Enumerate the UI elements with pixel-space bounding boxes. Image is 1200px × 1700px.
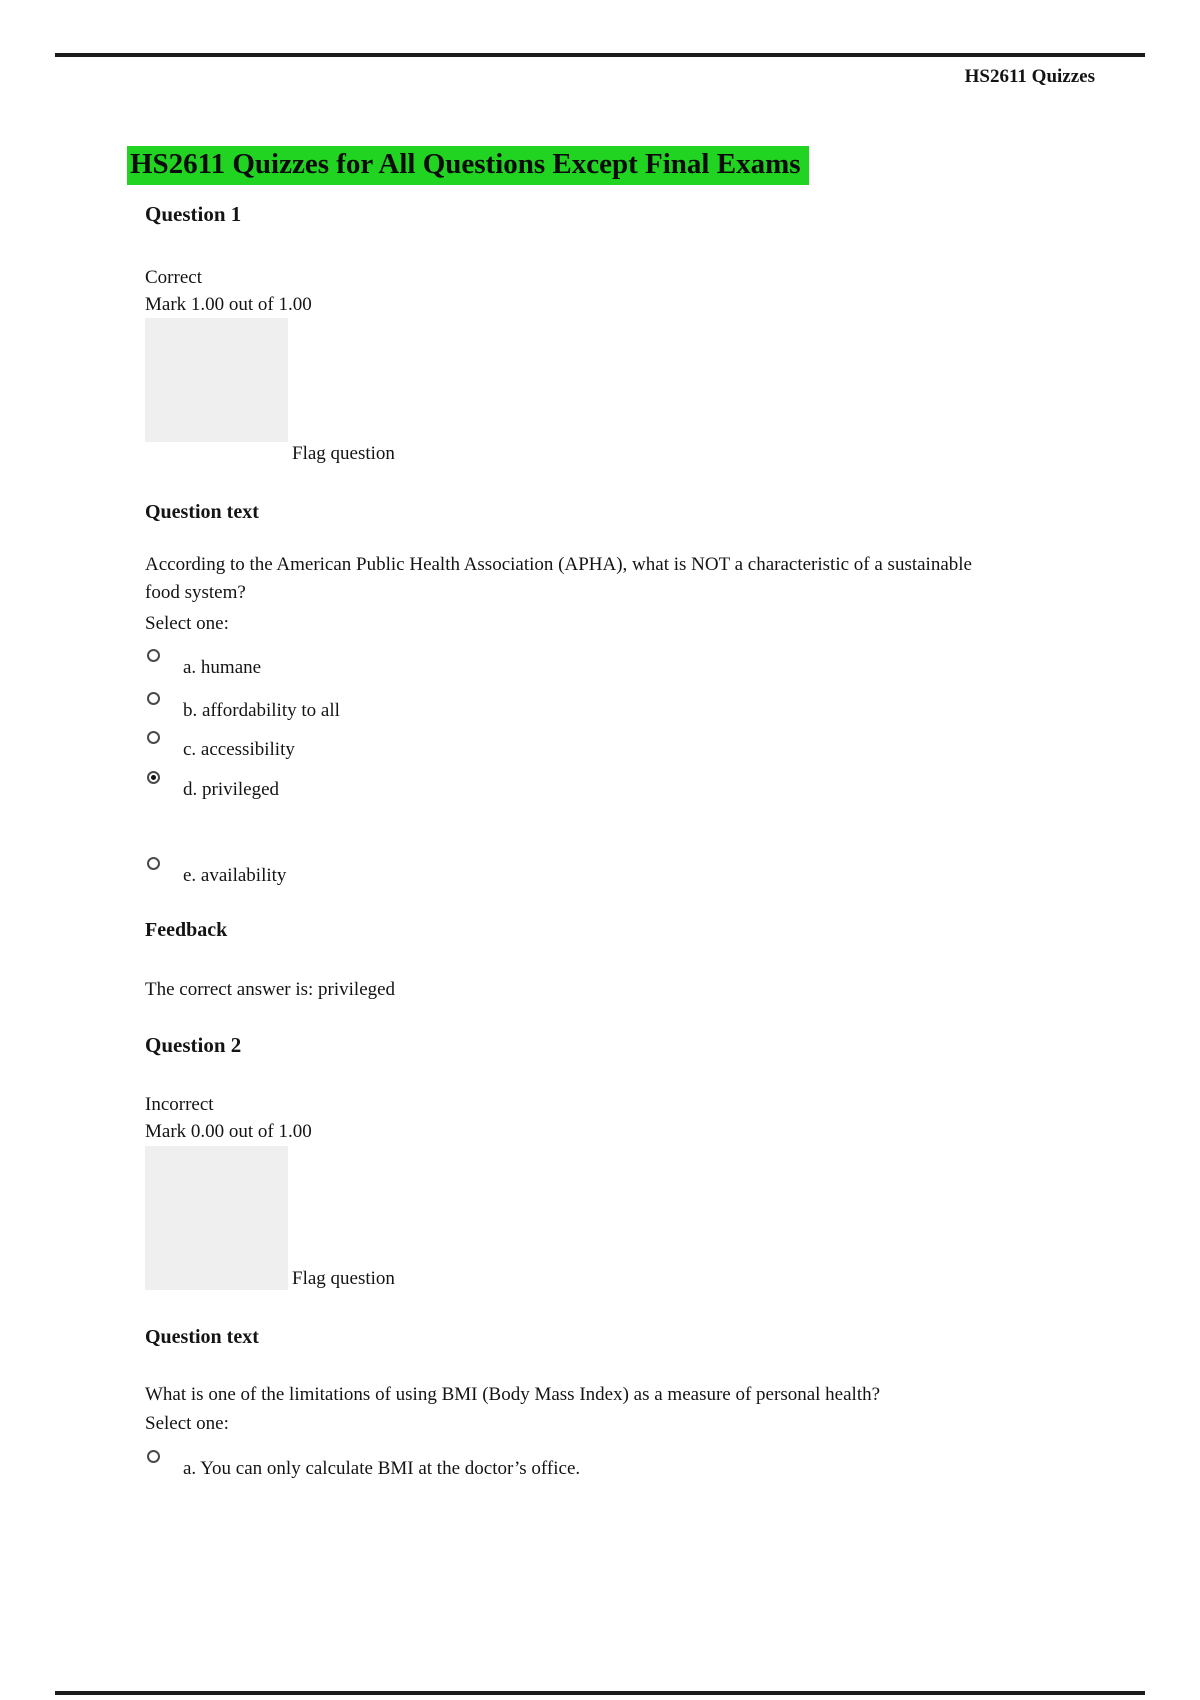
radio-button-icon[interactable] — [147, 692, 160, 705]
question-2-heading: Question 2 — [145, 1033, 242, 1057]
option-label: a. humane — [183, 657, 262, 678]
question-2-flag-question-label[interactable]: Flag question — [292, 1268, 395, 1289]
question-1-mark: Mark 1.00 out of 1.00 — [145, 294, 312, 315]
option-label: c. accessibility — [183, 739, 295, 760]
option-label: e. availability — [183, 865, 287, 886]
question-1-feedback-label: Feedback — [145, 919, 228, 941]
question-1-status: Correct — [145, 267, 202, 288]
radio-button-icon[interactable] — [147, 649, 160, 662]
question-1-question-text-label: Question text — [145, 501, 259, 523]
question-1-image-placeholder — [145, 318, 288, 442]
option-label: b. affordability to all — [183, 700, 340, 721]
question-1-option-e — [147, 856, 286, 887]
question-2-option-a — [147, 1449, 580, 1480]
question-2-text: What is one of the limitations of using BMI (Body Mass Index) as a measure of personal health? — [145, 1384, 881, 1405]
question-1-flag-question-label[interactable]: Flag question — [292, 443, 395, 464]
question-2-question-text-label: Question text — [145, 1326, 259, 1348]
page-header-course-label: HS2611 Quizzes — [964, 66, 1095, 87]
radio-button-icon[interactable] — [147, 857, 160, 870]
header-rule — [55, 53, 1145, 57]
document-title: HS2611 Quizzes for All Questions Except Final Exams — [127, 146, 809, 185]
footer-rule — [55, 1691, 1145, 1695]
question-2-select-one-label: Select one: — [145, 1413, 229, 1434]
question-2-status: Incorrect — [145, 1094, 214, 1115]
question-1-option-c — [147, 730, 295, 761]
radio-button-icon[interactable] — [147, 771, 160, 784]
question-1-text: According to the American Public Health Association (APHA), what is NOT a characteristic of a sustainable food system? — [145, 554, 972, 603]
question-1-feedback-text: The correct answer is: privileged — [145, 979, 396, 1000]
question-1-option-d — [147, 770, 279, 801]
question-1-heading: Question 1 — [145, 202, 242, 226]
option-label: a. You can only calculate BMI at the doctor’s office. — [183, 1458, 581, 1479]
option-label: d. privileged — [183, 779, 280, 800]
question-1-option-a — [147, 648, 261, 679]
radio-button-icon[interactable] — [147, 731, 160, 744]
question-2-image-placeholder — [145, 1146, 288, 1290]
radio-button-icon[interactable] — [147, 1450, 160, 1463]
question-2-mark: Mark 0.00 out of 1.00 — [145, 1121, 312, 1142]
question-1-select-one-label: Select one: — [145, 613, 229, 634]
question-1-option-b — [147, 691, 340, 722]
